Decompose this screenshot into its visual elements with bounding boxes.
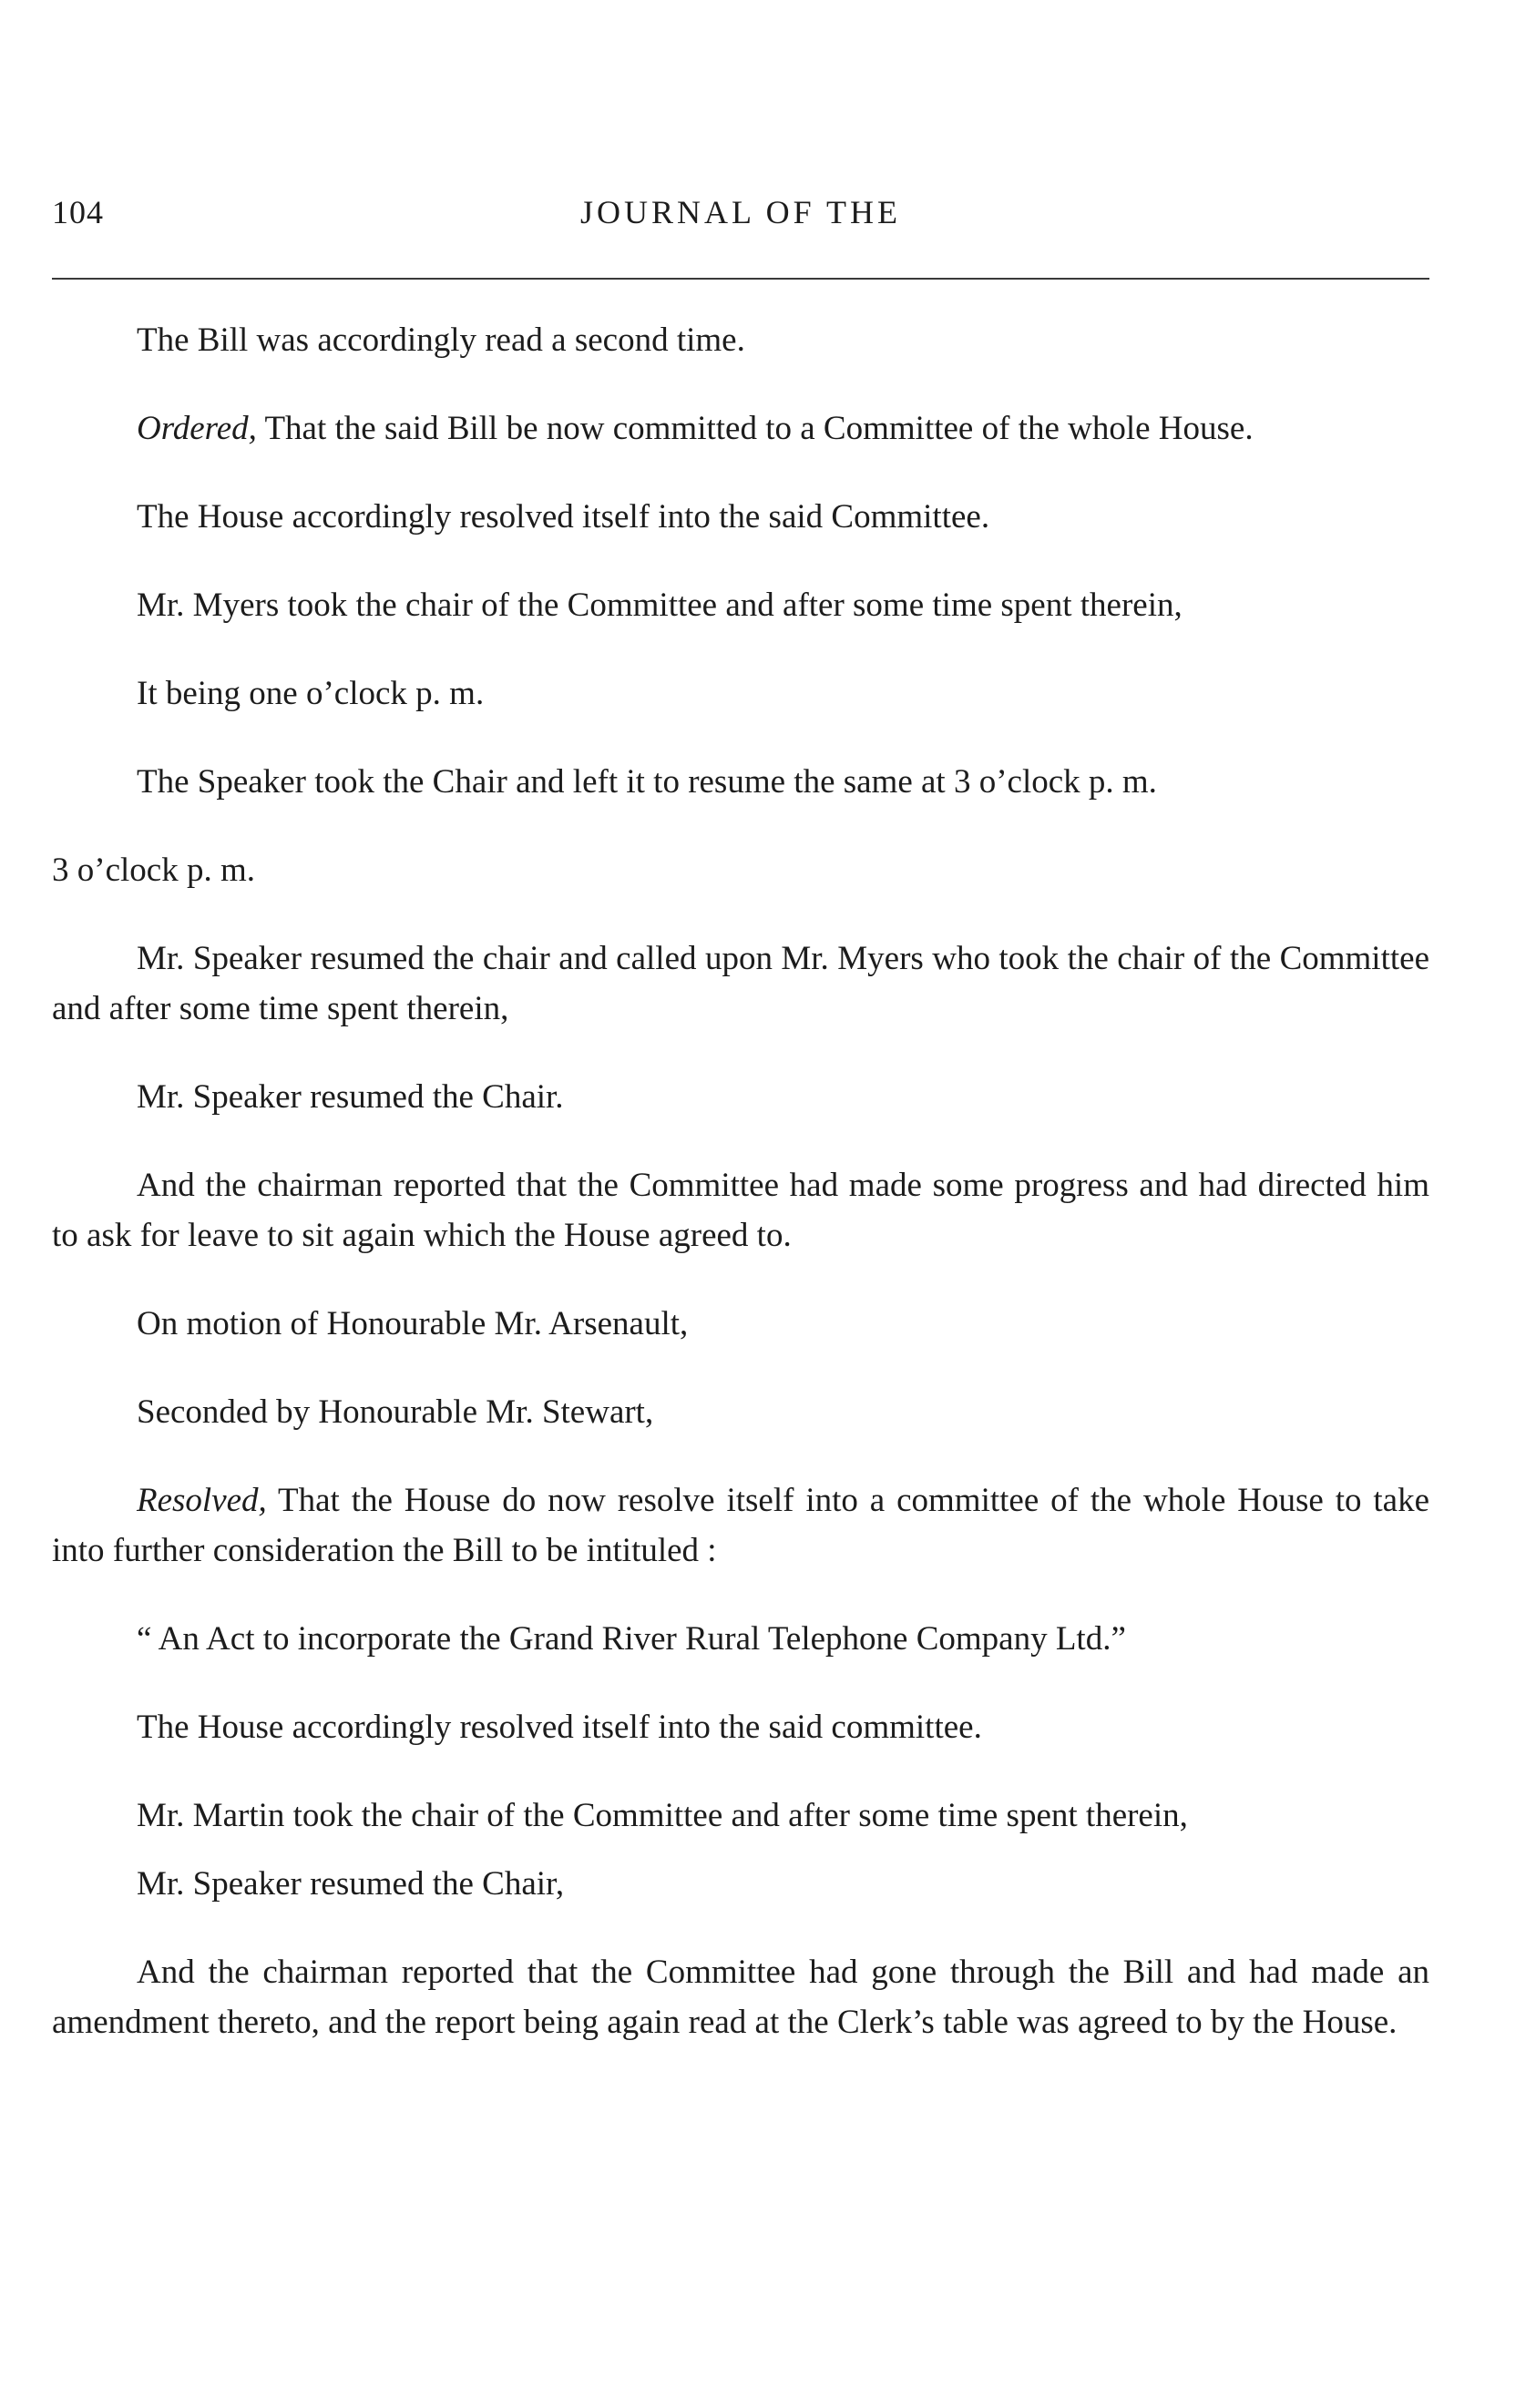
paragraph-ordered-committal: Ordered, That the said Bill be now committed to a Committee of the whole House. (137, 410, 1254, 447)
journal-body (52, 315, 1429, 2086)
paragraph-bill-title: “ An Act to incorporate the Grand River Rural Telephone Company Ltd.” (137, 1620, 1126, 1658)
paragraph-second-reading: The Bill was accordingly read a second time. (137, 321, 745, 359)
paragraph-one-oclock: It being one o’clock p. m. (137, 675, 485, 712)
lead-word-resolved: Resolved, (137, 1482, 267, 1519)
page-number: 104 (52, 194, 104, 230)
paragraph-speaker-resumed-chair: Mr. Speaker resumed the Chair. (137, 1078, 564, 1116)
paragraph-progress-report: And the chairman reported that the Committee had made some progress and had directed him to ask for leave to sit again which the House agreed to. (52, 1167, 1429, 1254)
paragraph-seconded: Seconded by Honourable Mr. Stewart, (137, 1393, 654, 1431)
paragraph-resolved-into-committee-2: The House accordingly resolved itself into the said committee. (137, 1709, 982, 1746)
paragraph-martin-chair: Mr. Martin took the chair of the Committee and after some time spent therein, (137, 1797, 1188, 1834)
paragraph-myers-chair: Mr. Myers took the chair of the Committee and after some time spent therein, (137, 587, 1183, 624)
paragraph-speaker-resumed-chair-2: Mr. Speaker resumed the Chair, (137, 1865, 565, 1903)
paragraph-speaker-left-chair: The Speaker took the Chair and left it to resume the same at 3 o’clock p. m. (137, 763, 1157, 801)
lead-word-ordered: Ordered, (137, 410, 257, 447)
paragraph-speaker-resumed: Mr. Speaker resumed the chair and called upon Mr. Myers who took the chair of the Committee and after some time spent therein, (52, 940, 1429, 1027)
paragraph-resolved: Resolved, That the House do now resolve itself into a committee of the whole House to take into further consideration the Bill to be intituled : (52, 1482, 1429, 1569)
time-heading: 3 o’clock p. m. (52, 852, 255, 889)
header-rule (52, 278, 1429, 280)
paragraph-resolved-into-committee: The House accordingly resolved itself into the said Committee. (137, 498, 990, 536)
page-header (52, 193, 1429, 248)
running-title: JOURNAL OF THE (579, 194, 901, 230)
paragraph-amendment-report: And the chairman reported that the Committee had gone through the Bill and had made an amendment thereto, and the report being again read at the Clerk’s table was agreed to by the House. (52, 1954, 1429, 2041)
paragraph-motion: On motion of Honourable Mr. Arsenault, (137, 1305, 689, 1342)
